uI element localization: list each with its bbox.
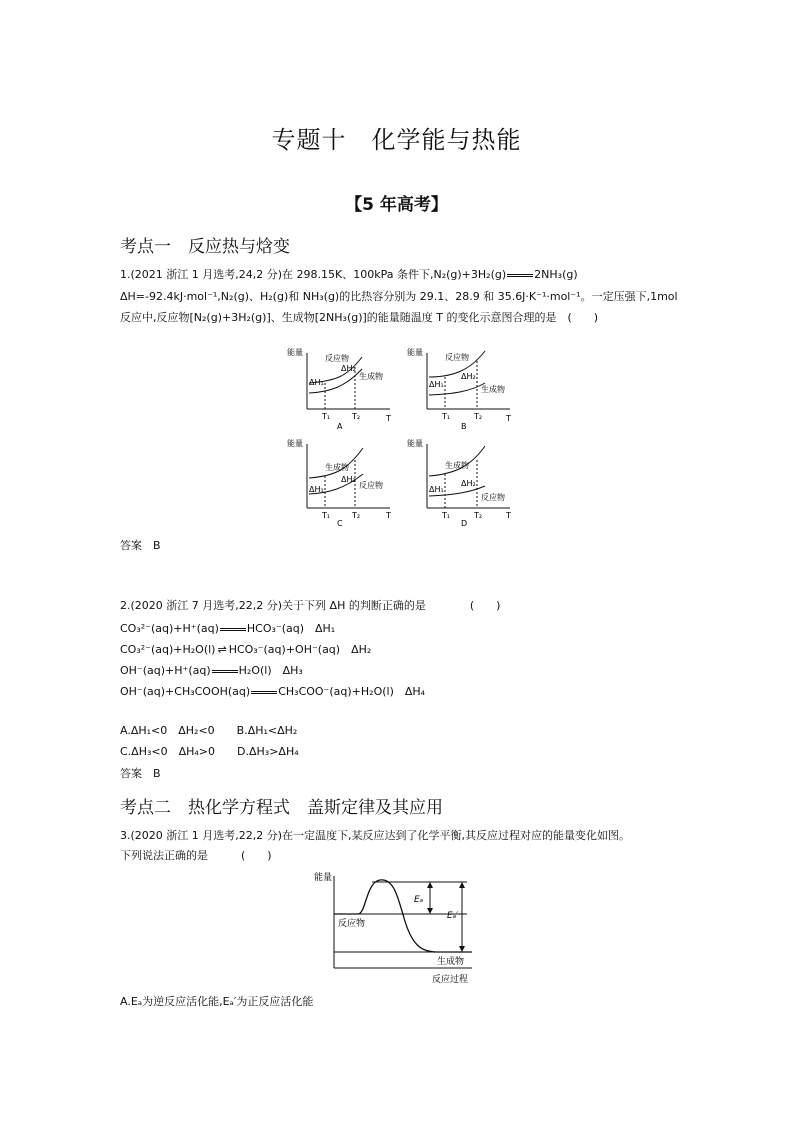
fig-c-t2: T₂ bbox=[352, 511, 361, 520]
fig-a-bottom-curve: 生成物 bbox=[359, 372, 383, 381]
fig-a-t1: T₁ bbox=[322, 412, 331, 421]
q2-stem: 2.(2020 浙江 7 月选考,22,2 分)关于下列 ΔH 的判断正确的是 ( ) bbox=[120, 599, 501, 612]
fig-a-top-curve: 反应物 bbox=[325, 354, 349, 363]
fig-c-bottom-curve: 反应物 bbox=[359, 481, 383, 490]
q1-line-1 bbox=[120, 268, 578, 282]
fig-d-y-axis: 能量 bbox=[407, 439, 423, 448]
fig-d-t1: T₁ bbox=[442, 511, 451, 520]
q1-line-3: 反应中,反应物[N₂(g)+3H₂(g)]、生成物[2NH₃(g)]的能量随温度 T 的变化示意图合理的是 ( ) bbox=[120, 311, 599, 324]
q2-eq-1-right: HCO₃⁻(aq) ΔH₁ bbox=[246, 622, 336, 635]
fig-a-dh1: ΔH₁ bbox=[309, 378, 324, 387]
fig-d-dh1: ΔH₁ bbox=[429, 485, 444, 494]
q2-answer: 答案 B bbox=[120, 767, 161, 780]
fig-c-letter: C bbox=[337, 519, 343, 526]
fig-c-t1: T₁ bbox=[322, 511, 331, 520]
figure-b bbox=[405, 347, 515, 429]
q3-x-axis-label: 反应过程 bbox=[432, 975, 469, 985]
q2-eq-3 bbox=[120, 662, 303, 678]
fig-b-top-curve: 反应物 bbox=[445, 353, 469, 362]
fig-b-letter: B bbox=[461, 422, 467, 429]
q1-line-1b: 2NH₃(g) bbox=[534, 268, 578, 281]
q2-eq-2-right: HCO₃⁻(aq)+OH⁻(aq) ΔH₂ bbox=[228, 643, 372, 656]
fig-b-dh1: ΔH₁ bbox=[429, 380, 444, 389]
fig-a-t2: T₂ bbox=[352, 412, 361, 421]
figure-c bbox=[285, 438, 395, 526]
fig-d-t2: T₂ bbox=[474, 511, 483, 520]
equals-arrow-icon bbox=[251, 691, 277, 694]
q3-ea-label: Eₐ bbox=[414, 895, 424, 905]
fig-c-y-axis: 能量 bbox=[287, 439, 303, 448]
fig-b-bottom-curve: 生成物 bbox=[481, 385, 505, 394]
fig-a-letter: A bbox=[337, 422, 343, 429]
page-subtitle: 【5 年高考】 bbox=[345, 195, 448, 215]
q2-eq-1 bbox=[120, 620, 335, 636]
fig-c-dh2: ΔH₂ bbox=[341, 475, 356, 484]
equals-arrow-icon bbox=[220, 628, 246, 631]
q2-options-row-2 bbox=[120, 745, 299, 759]
q1-line-1a: 1.(2021 浙江 1 月选考,24,2 分)在 298.15K、100kPa 条件下,N₂(g)+3H₂(g) bbox=[120, 268, 507, 281]
q2-eq-4-right: CH₃COO⁻(aq)+H₂O(l) ΔH₄ bbox=[278, 685, 426, 698]
q3-option-a: A.Eₐ为逆反应活化能,Eₐ′为正反应活化能 bbox=[120, 995, 314, 1008]
reversible-arrow-icon: ⇌ bbox=[217, 643, 227, 656]
fig-b-t2: T₂ bbox=[474, 412, 483, 421]
fig-d-letter: D bbox=[461, 519, 468, 526]
q3-ea-prime-label: Eₐ′ bbox=[447, 911, 459, 921]
q3-line-2: 下列说法正确的是 ( ) bbox=[120, 849, 272, 862]
figure-d bbox=[405, 438, 515, 526]
fig-b-t1: T₁ bbox=[442, 412, 451, 421]
q2-eq-3-left: OH⁻(aq)+H⁺(aq) bbox=[120, 664, 211, 677]
q1-line-2: ΔH=-92.4kJ·mol⁻¹,N₂(g)、H₂(g)和 NH₃(g)的比热容分别为 29.1、28.9 和 35.6J·K⁻¹·mol⁻¹。一定压强下,1mol bbox=[120, 290, 678, 303]
q2-option-b: B.ΔH₁<ΔH₂ bbox=[236, 724, 298, 737]
q2-options-row-1 bbox=[120, 724, 297, 738]
figure-a bbox=[285, 347, 395, 429]
section-2-heading: 考点二 热化学方程式 盖斯定律及其应用 bbox=[120, 798, 443, 818]
page-title: 专题十 化学能与热能 bbox=[271, 126, 522, 154]
fig-c-x-axis: T bbox=[386, 511, 391, 520]
q2-option-d: D.ΔH₃>ΔH₄ bbox=[237, 745, 299, 758]
fig-d-dh2: ΔH₂ bbox=[461, 479, 476, 488]
equals-arrow-icon bbox=[507, 274, 533, 277]
equals-arrow-icon bbox=[212, 670, 238, 673]
q3-line-1: 3.(2020 浙江 1 月选考,22,2 分)在一定温度下,某反应达到了化学平衡,其反应过程对应的能量变化如图。 bbox=[120, 829, 631, 842]
fig-d-bottom-curve: 反应物 bbox=[481, 493, 505, 502]
fig-c-dh1: ΔH₁ bbox=[309, 485, 324, 494]
fig-a-y-axis: 能量 bbox=[287, 348, 303, 357]
q3-reactant-label: 反应物 bbox=[338, 919, 366, 929]
q2-eq-3-right: H₂O(l) ΔH₃ bbox=[238, 664, 303, 677]
q2-option-c: C.ΔH₃<0 ΔH₄>0 bbox=[120, 745, 216, 758]
q1-answer: 答案 B bbox=[120, 539, 161, 552]
q2-eq-1-left: CO₃²⁻(aq)+H⁺(aq) bbox=[120, 622, 219, 635]
q2-eq-4-left: OH⁻(aq)+CH₃COOH(aq) bbox=[120, 685, 251, 698]
fig-b-x-axis: T bbox=[506, 414, 511, 423]
q2-option-a: A.ΔH₁<0 ΔH₂<0 bbox=[120, 724, 215, 737]
q3-figure bbox=[312, 868, 507, 986]
q2-eq-2-left: CO₃²⁻(aq)+H₂O(l) bbox=[120, 643, 216, 656]
fig-a-x-axis: T bbox=[386, 414, 391, 423]
fig-d-x-axis: T bbox=[506, 511, 511, 520]
section-1-heading: 考点一 反应热与焓变 bbox=[120, 237, 290, 257]
fig-a-dh2: ΔH₂ bbox=[341, 364, 356, 373]
fig-d-top-curve: 生成物 bbox=[445, 461, 469, 470]
q2-eq-4 bbox=[120, 683, 425, 699]
fig-c-top-curve: 生成物 bbox=[325, 463, 349, 472]
q2-eq-2 bbox=[120, 641, 371, 657]
q3-product-label: 生成物 bbox=[437, 957, 465, 967]
fig-b-y-axis: 能量 bbox=[407, 348, 423, 357]
q3-y-axis-label: 能量 bbox=[314, 873, 333, 883]
fig-b-dh2: ΔH₂ bbox=[461, 372, 476, 381]
